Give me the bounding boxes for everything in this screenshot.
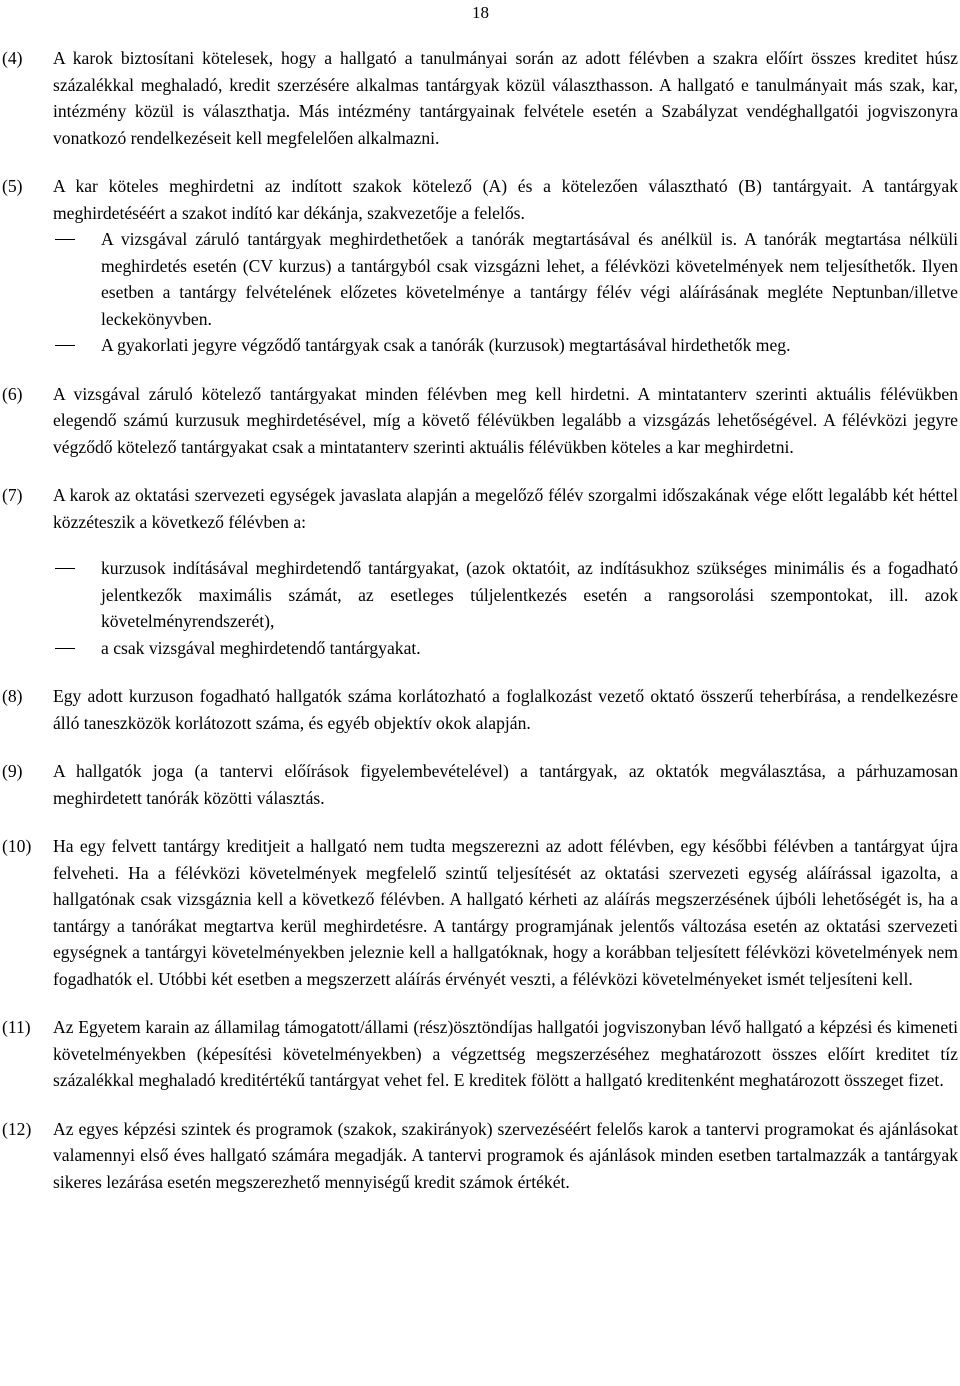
paragraph-text: Az egyes képzési szintek és programok (szakok, szakirányok) szervezéséért felelős karok a tantervi programokat és ajánlásokat valamennyi első éves hallgató számára megadják. A tantervi programok és ajánlások minden esetben tartalmazzák a tantárgyak sikeres lezárása esetén megszerezhető mennyiségű kredit számok értékét. (53, 1118, 958, 1192)
list-item (53, 555, 958, 635)
paragraph-11 (0, 1014, 958, 1094)
paragraph-number: (5) (2, 176, 23, 196)
paragraph-number: (6) (2, 383, 23, 404)
dash-bullet-icon (53, 555, 101, 635)
list-item-text: kurzusok indításával meghirdetendő tantárgyakat, (azok oktatóit, az indításukhoz szükséges minimális és a fogadható jelentkezők maximális számát, az esetleges túljelentkezés esetén a rangsorolási szempontokat, ill. azok követelményrendszerét), (101, 558, 958, 631)
paragraph-text: Ha egy felvett tantárgy kreditjeit a hallgató nem tudta megszerezni az adott félévben, egy későbbi félévben a tantárgyat újra felveheti. Ha a félévközi követelmények megfelelő szintű teljesítését az oktatási szervezeti egység aláírással igazolta, a hallgatónak csak vizsgáznia kell a következő félévben. A hallgató kérheti az aláírás megszerzésének újbóli lehetőségét is, ha a tantárgy a tanórákat megtartva kerül meghirdetésre. A tantárgy programjának jelentős változása esetén az oktatási szervezeti egységnek a tantárgyi követelményekben jeleznie kell a hallgatóknak, hogy a korábban teljesített félévközi követelmények nem fogadhatók el. Utóbbi két esetben a megszerzett aláírás érvényét veszti, a félévközi követelményeket ismét teljesíteni kell. (53, 836, 958, 989)
paragraph-text: A karok biztosítani kötelesek, hogy a hallgató a tanulmányai során az adott félévben a szakra előírt összes kreditet húsz százalékkal meghaladó, kredit szerzésére alkalmas tantárgyak közül választhasson. A hallgató e tanulmányait más szak, kar, intézmény közül is választhatja. Más intézmény tantárgyainak felvétele esetén a Szabályzat vendéghallgatói jogviszonyra vonatkozó rendelkezéseit kell megfelelően alkalmazni. (53, 48, 958, 148)
list-item-text: A vizsgával záruló tantárgyak meghirdethetőek a tanórák megtartásával és anélkül is. A tanórák megtartása nélküli meghirdetés esetén (CV kurzus) a tantárgyból csak vizsgázni lehet, a félévközi követelmények nem teljesíthetők. Ilyen esetben a tantárgy felvételének előzetes követelménye a tantárgy félév végi aláírásának megléte Neptunban/illetve leckekönyvben. (101, 229, 958, 329)
paragraph-9 (0, 758, 958, 811)
paragraph-number: (11) (2, 1017, 31, 1037)
paragraph-number: (9) (2, 761, 23, 781)
paragraph-text: Egy adott kurzuson fogadható hallgatók száma korlátozható a foglalkozást vezető oktató összerű teherbírása, a rendelkezésre álló taneszközök korlátozott száma, és egyéb objektív okok alapján. (53, 686, 958, 733)
paragraph-number: (7) (2, 485, 23, 505)
paragraph-7 (0, 482, 958, 661)
list-item-text: a csak vizsgával meghirdetendő tantárgyakat. (101, 637, 421, 658)
document-body (0, 45, 958, 1217)
dash-list (53, 226, 958, 359)
paragraph-6 (0, 381, 958, 461)
paragraph-number: (10) (2, 836, 32, 856)
paragraph-number: (12) (2, 1118, 32, 1139)
list-item (53, 332, 958, 359)
paragraph-number: (4) (2, 48, 23, 68)
paragraph-text: Az Egyetem karain az államilag támogatott/állami (rész)ösztöndíjas hallgatói jogviszonyban lévő hallgató a képzési és kimeneti követelményekben (képesítési követelményekben) a végzettség megszerzéséhez meghatározott összes előírt kreditet tíz százalékkal meghaladó kreditértékű tantárgyat vehet fel. E kreditek fölött a hallgató kreditenként meghatározott összeget fizet. (53, 1017, 958, 1090)
page-number: 18 (472, 3, 489, 22)
list-item (53, 226, 958, 332)
dash-bullet-icon (53, 635, 101, 662)
list-item (53, 635, 958, 662)
paragraph-text: A kar köteles meghirdetni az indított szakok kötelező (A) és a kötelezően választható (B) tantárgyait. A tantárgyak meghirdetéséért a szakot indító kar dékánja, szakvezetője a felelős. (53, 176, 958, 223)
dash-list (53, 555, 958, 661)
paragraph-text: A vizsgával záruló kötelező tantárgyakat minden félévben meg kell hirdetni. A mintatanterv szerinti aktuális félévükben elegendő számú kurzusuk meghirdetésével, míg a követő félévükben legalább a vizsgázás lehetőségével. A félévközi jegyre végződő kötelező tantárgyakat csak a mintatanterv szerinti aktuális félévükben köteles a kar meghirdetni. (53, 383, 958, 457)
paragraph-10 (0, 833, 958, 992)
dash-bullet-icon (53, 226, 101, 332)
paragraph-number: (8) (2, 686, 23, 706)
paragraph-text: A hallgatók joga (a tantervi előírások figyelembevételével) a tantárgyak, az oktatók megválasztása, a párhuzamosan meghirdetett tanórák közötti választás. (53, 761, 958, 808)
paragraph-8 (0, 683, 958, 736)
paragraph-5 (0, 173, 958, 359)
list-item-text: A gyakorlati jegyre végződő tantárgyak csak a tanórák (kurzusok) megtartásával hirdethetők meg. (101, 335, 791, 355)
paragraph-4 (0, 45, 958, 151)
paragraph-12 (0, 1116, 958, 1196)
paragraph-text: A karok az oktatási szervezeti egységek javaslata alapján a megelőző félév szorgalmi időszakának vége előtt legalább két héttel közzéteszik a következő félévben a: (53, 485, 958, 532)
dash-bullet-icon (53, 332, 101, 359)
